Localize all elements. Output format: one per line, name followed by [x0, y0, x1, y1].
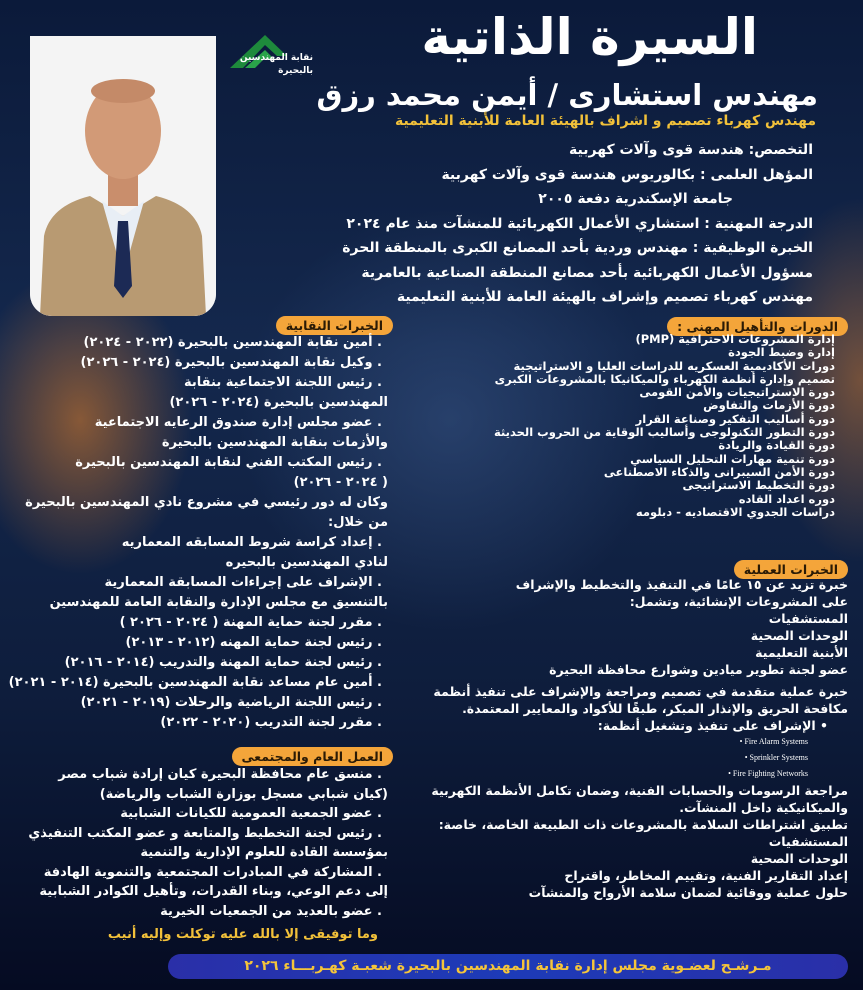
- info-line: مهندس كهرباء تصميم وإشراف بالهيئة العامة للأبنية التعليمية: [396, 289, 813, 305]
- person-name: مهندس استشارى / أيمن محمد رزق: [316, 78, 818, 112]
- syndicate-item: . مقرر لجنة حماية المهنة ( ٢٠٢٤ - ٢٠٢٦ ): [119, 615, 382, 630]
- systems-intro: • الإشراف على تنفيذ وتشغيل أنظمة:: [597, 718, 828, 733]
- info-line: مسؤول الأعمال الكهربائية بأحد مصانع المنطقة الصناعية بالعامرية: [361, 264, 813, 281]
- job-subtitle: مهندس كهرباء تصميم و اشراف بالهيئة العامة للأبنية التعليمية: [394, 113, 816, 129]
- syndicate-item: وكان له دور رئيسي في مشروع نادي المهندسين بالبحيرة: [25, 495, 388, 510]
- public-work-item: . المشاركة في المبادرات المجتمعية والتنموية الهادفة: [43, 864, 382, 880]
- syndicate-item: . أمين عام مساعد نقابة المهندسين بالبحيرة (٢٠١٤ - ٢٠٢١): [8, 675, 382, 690]
- personal-info: [343, 138, 813, 310]
- practical-item: المستشفيات: [768, 611, 848, 626]
- person-portrait-icon: [30, 36, 216, 316]
- syndicate-item: . رئيس لجنة حماية المهنه (٢٠١٢ - ٢٠١٣): [125, 635, 382, 650]
- syndicate-item: . رئيس اللجنة الاجتماعية بنقابة: [184, 375, 382, 390]
- profile-photo: [30, 36, 216, 316]
- practical-heading: الخبرات العملية: [734, 560, 848, 579]
- public-work-item: . عضو الجمعية العمومية للكيانات الشبابية: [120, 806, 382, 821]
- syndicate-item: لنادي المهندسين بالبحيره: [225, 555, 388, 570]
- courses-list: [425, 333, 835, 519]
- syndicate-item: . أمين نقابة المهندسين بالبحيرة (٢٠٢٢ - ٢٠٢٤): [83, 335, 382, 350]
- course-item: دورة تنمية مهارات التحليل السياسي: [630, 451, 835, 466]
- public-work-item: . عضو بالعديد من الجمعيات الخيرية: [160, 903, 382, 919]
- course-item: دورة القيادة والريادة: [718, 438, 835, 453]
- syndicate-item: . رئيس المكتب الفني لنقابة المهندسين بالبحيرة: [75, 455, 382, 470]
- syndicate-item: . رئيس لجنة حماية المهنة والتدريب (٢٠١٤ - ٢٠١٦): [64, 655, 382, 670]
- syndicate-item: . وكيل نقابة المهندسين بالبحيرة (٢٠٢٤ - ٢٠٢٦): [80, 355, 382, 370]
- public-work-heading: العمل العام والمجتمعى: [232, 747, 394, 766]
- practical-item: المستشفيات: [768, 834, 848, 849]
- syndicate-item: من خلال:: [328, 515, 388, 530]
- syndicate-heading: الخبرات النقابية: [276, 316, 393, 335]
- course-item: دراسات الجدوي الاقتصاديه - دبلومه: [635, 504, 835, 519]
- info-line: المؤهل العلمى : بكالوريوس هندسة قوى وآلات كهربية: [441, 166, 813, 183]
- candidacy-banner: مـرشـح لعضـوية مجلس إدارة نقابة المهندسين بالبحيرة شعبـة كهـربـــاء ٢٠٢٦: [168, 954, 848, 979]
- practical-item: حلول عملية ووقائية لضمان سلامة الأرواح والمنشآت: [528, 885, 848, 900]
- practical-item: خبرة تزيد عن ١٥ عامًا في التنفيذ والتخطيط والإشراف: [515, 577, 848, 592]
- syndicate-item: بالتنسيق مع مجلس الإدارة والنقابة العامة للمهندسين: [49, 595, 388, 610]
- course-item: دوره اعداد القاده: [738, 491, 835, 506]
- practical-list: [408, 576, 848, 901]
- syndicate-item: . إعداد كراسة شروط المسابقه المعماريه: [121, 535, 382, 550]
- courses-heading: الدورات والتأهيل المهنى :: [667, 317, 848, 336]
- syndicate-item: والأزمات بنقابة المهندسين بالبحيرة: [161, 435, 388, 450]
- fire-experience-line: خبرة عملية متقدمة في تصميم ومراجعة والإشراف على تنفيذ أنظمة: [433, 684, 848, 699]
- practical-item: والميكانيكية داخل المنشآت.: [679, 800, 848, 815]
- course-item: دورة الأمن السيبرانى والذكاء الاصطناعى: [603, 464, 835, 479]
- syndicate-item: . الإشراف على إجراءات المسابقة المعمارية: [104, 575, 382, 590]
- info-line: الدرجة المهنية : استشاري الأعمال الكهربائية للمنشآت منذ عام ٢٠٢٤: [346, 215, 813, 232]
- syndicate-item: المهندسين بالبحيرة (٢٠٢٤ - ٢٠٢٦): [169, 395, 388, 410]
- course-item: دورة الأزمات والتفاوض: [703, 398, 835, 413]
- syndicate-item: . عضو مجلس إدارة صندوق الرعايه الاجتماعية: [94, 415, 382, 430]
- fire-experience-line: مكافحة الحريق والإنذار المبكر، طبقًا للأكواد والمعايير المعتمدة.: [462, 701, 848, 716]
- info-line: الخبرة الوظيفية : مهندس وردية بأحد المصانع الكبرى بالمنطقة الحرة: [342, 240, 813, 256]
- practical-item: الوحدات الصحية: [750, 628, 848, 643]
- course-item: دورة أساليب التفكير وصناعة القرار: [635, 411, 835, 426]
- system-item: Sprinkler Systems •: [744, 753, 808, 762]
- public-work-item: . منسق عام محافظة البحيرة كيان إرادة شباب مصر: [58, 767, 382, 782]
- practical-item: الأبنية التعليمية: [755, 645, 848, 660]
- system-item: Fire Fighting Networks •: [728, 769, 808, 778]
- syndicate-logo: [225, 30, 315, 90]
- practical-item: على المشروعات الإنشائية، وتشمل:: [629, 594, 848, 609]
- course-item: دورات الأكاديمية العسكريه للدراسات العليا و الاستراتيجية: [513, 358, 835, 373]
- system-item: Fire Alarm Systems •: [739, 737, 808, 746]
- syndicate-item: ( ٢٠٢٤ - ٢٠٢٦): [293, 475, 388, 490]
- course-item: تصميم وإدارة أنظمة الكهرباء والميكانيكا بالمشروعات الكبرى: [494, 371, 835, 386]
- course-item: دورة التخطيط الاستراتيجى: [682, 478, 835, 493]
- course-item: إدارة المشروعات الاحترافية (PMP): [635, 332, 835, 346]
- practical-item: الوحدات الصحية: [750, 851, 848, 866]
- course-item: إدارة وضبط الجودة: [728, 345, 835, 360]
- logo-text-line: بالبحيرة: [278, 66, 313, 76]
- info-line: التخصص: هندسة قوى وآلات كهربية: [569, 142, 813, 158]
- syndicate-item: . مقرر لجنة التدريب (٢٠٢٠ - ٢٠٢٢): [160, 715, 382, 730]
- practical-item: مراجعة الرسومات والحسابات الفنية، وضمان تكامل الأنظمة الكهربية: [431, 783, 848, 798]
- syndicate-item: . رئيس اللجنة الرياضية والرحلات (٢٠١٩ - ٢٠٢١): [80, 695, 382, 710]
- public-work-list: [0, 765, 388, 921]
- practical-item: إعداد التقارير الفنية، وتقييم المخاطر، واقتراح: [564, 868, 848, 883]
- info-line: جامعة الإسكندرية دفعة ٢٠٠٥: [538, 191, 733, 207]
- logo-text-line: نقابة المهندسين: [239, 53, 313, 63]
- course-item: دورة الاستراتيجيات والأمن القومى: [639, 385, 835, 400]
- closing-quote: وما توفيقى إلا بالله عليه توكلت وإليه أنيب: [107, 927, 378, 942]
- course-item: دورة التطور التكنولوجى وأساليب الوقاية من الحروب الحديثة: [493, 425, 835, 440]
- practical-item: تطبيق اشتراطات السلامة بالمشروعات ذات الطبيعة الخاصة، خاصة:: [438, 817, 848, 832]
- page-title: السيرة الذاتية: [421, 8, 758, 66]
- syndicate-list: [0, 333, 388, 733]
- practical-item: عضو لجنة تطوير ميادين وشوارع محافظة البحيرة: [549, 662, 848, 677]
- public-work-item: بمؤسسة القادة للعلوم الإدارية والتنمية: [140, 845, 388, 860]
- public-work-item: (كيان شبابي مسجل بوزارة الشباب والرياضة): [99, 786, 388, 802]
- public-work-item: . رئيس لجنة التخطيط والمتابعة و عضو المكتب التنفيذي: [28, 825, 382, 841]
- public-work-item: إلى دعم الوعي، وبناء القدرات، وتأهيل الكوادر الشبابية: [39, 884, 388, 899]
